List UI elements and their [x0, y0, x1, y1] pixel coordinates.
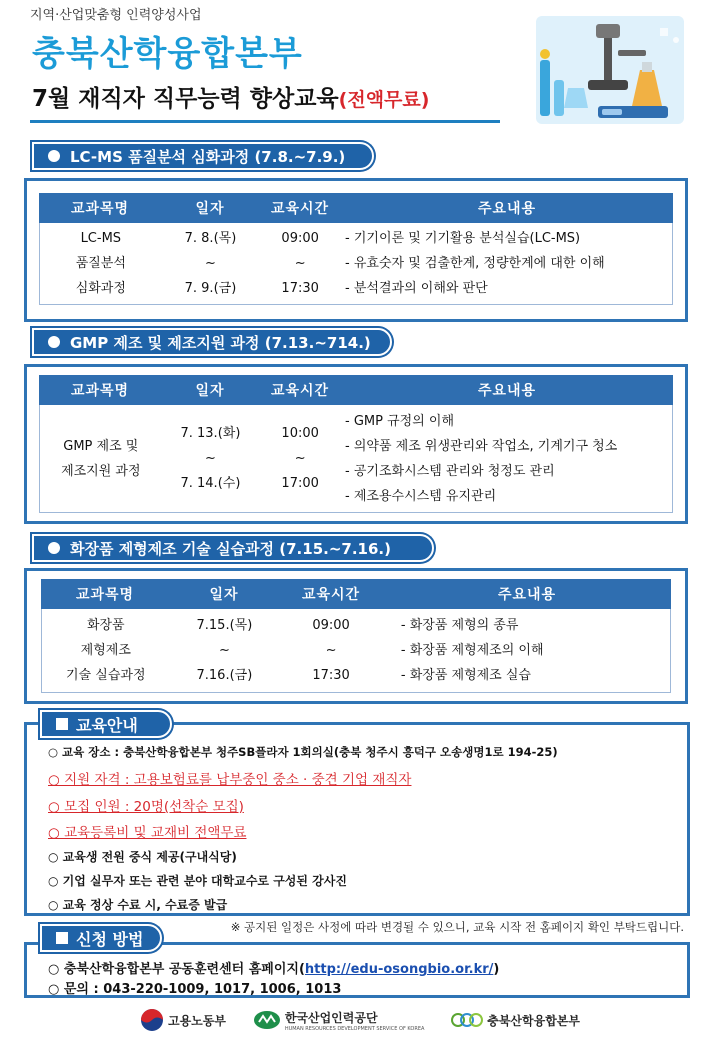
section-gmp-title-text: GMP 제조 및 제조지원 과정 (7.13.~714.) [70, 333, 371, 352]
title-divider [30, 120, 500, 123]
header-content: 주요내용 [477, 383, 537, 399]
header-time: 교육시간 [301, 587, 361, 603]
course-dates: 7. 13.(화) ~ 7. 14.(수) [180, 426, 241, 491]
bullet-icon [48, 336, 60, 348]
header-content: 주요내용 [477, 201, 537, 217]
header-subject: 교과목명 [70, 201, 130, 217]
info-title-text: 교육안내 [76, 715, 138, 735]
header-date: 일자 [195, 201, 225, 217]
table-row [39, 405, 673, 513]
program-label: 지역·산업맞춤형 인력양성사업 [30, 8, 202, 23]
free-tag: (전액무료) [338, 89, 430, 111]
section-lcms-title-text: LC-MS 품질분석 심화과정 (7.8.~7.9.) [70, 147, 346, 166]
header-subject: 교과목명 [70, 383, 130, 399]
bullet-icon [48, 150, 60, 162]
square-bullet-icon [56, 932, 68, 944]
hrdkorea-emblem-icon [253, 1010, 281, 1030]
apply-homepage-text: ○ 충북산학융합본부 공동훈련센터 홈페이지( [48, 962, 305, 977]
info-title [40, 710, 172, 738]
info-free: ○ 교육등록비 및 교재비 전액무료 [48, 825, 247, 841]
course-time: 10:00 ~ 17:00 [281, 426, 319, 491]
org-title: 충북산학융합본부 [32, 34, 303, 74]
header-time: 교육시간 [270, 201, 330, 217]
course-lcms-card [24, 178, 688, 322]
course-time: 09:00 ~ 17:30 [281, 231, 319, 296]
course-gmp-card [24, 364, 688, 524]
footer-logos [140, 1005, 580, 1035]
section-lcms-title [32, 142, 374, 170]
moel-emblem-icon [140, 1008, 164, 1032]
schedule-note: ※ 공지된 일정은 사정에 따라 변경될 수 있으니, 교육 시작 전 홈페이지 확인 부탁드립니다. [230, 920, 684, 934]
section-cosmetic-title-text: 화장품 제형제조 기술 실습과정 (7.15.~7.16.) [70, 539, 391, 558]
course-time: 09:00 ~ 17:30 [312, 618, 350, 683]
cbis-emblem-icon [451, 1010, 483, 1030]
moel-logo: 고용노동부 [140, 1008, 226, 1032]
table-header [39, 193, 673, 223]
square-bullet-icon [56, 718, 68, 730]
course-contents: - 기기이론 및 기기활용 분석실습(LC-MS) - 유효숫자 및 검출한계, 정량한계에 대한 이해 - 분석결과의 이해와 판단 [345, 231, 605, 296]
info-lunch: ○ 교육생 전원 중식 제공(구내식당) [48, 850, 237, 864]
lab-equipment-illustration [528, 10, 688, 126]
apply-contact: ○ 문의 : 043-220-1009, 1017, 1006, 1013 [48, 982, 342, 997]
info-capacity: ○ 모집 인원 : 20명(선착순 모집) [48, 799, 244, 815]
section-cosmetic-title [32, 534, 434, 562]
hrdkorea-logo: 한국산업인력공단 HUMAN RESOURCES DEVELOPMENT SERVICE OF KOREA [253, 1009, 425, 1032]
course-name: 화장품 제형제조 기술 실습과정 [66, 618, 146, 683]
bullet-icon [48, 542, 60, 554]
info-location: ○ 교육 장소 : 충북산학융합본부 청주SB플라자 1회의실(충북 청주시 흥덕구 오송생명1로 194-25) [48, 745, 558, 759]
table-row [39, 223, 673, 305]
table-row [41, 609, 671, 693]
course-contents: - 화장품 제형의 종류 - 화장품 제형제조의 이해 - 화장품 제형제조 실습 [400, 618, 544, 683]
course-cosmetic-card [24, 568, 688, 704]
course-dates: 7.15.(목) ~ 7.16.(금) [196, 618, 253, 683]
header-subject: 교과목명 [75, 587, 135, 603]
apply-title-text: 신청 방법 [76, 929, 144, 949]
course-title [32, 80, 429, 113]
info-instructors: ○ 기업 실무자 또는 관련 분야 대학교수로 구성된 강사진 [48, 874, 347, 888]
info-certificate: ○ 교육 정상 수료 시, 수료증 발급 [48, 898, 228, 912]
homepage-link[interactable]: http://edu-osongbio.or.kr/ [304, 962, 494, 977]
course-name: GMP 제조 및 제조지원 과정 [61, 438, 141, 479]
table-header [41, 579, 671, 609]
section-gmp-title [32, 328, 392, 356]
header-date: 일자 [209, 587, 239, 603]
course-name: LC-MS 품질분석 심화과정 [75, 231, 126, 296]
apply-title [40, 924, 162, 952]
cbis-logo: 충북산학융합본부 [451, 1010, 580, 1030]
header-content: 주요내용 [497, 587, 557, 603]
info-eligibility: ○ 지원 자격 : 고용보험료를 납부중인 중소 · 중견 기업 재직자 [48, 772, 412, 788]
course-dates: 7. 8.(목) ~ 7. 9.(금) [184, 231, 237, 296]
course-contents: - GMP 규정의 이해 - 의약품 제조 위생관리와 작업소, 기계기구 청소 - 공기조화시스템 관리와 청정도 관리 - 제조용수시스템 유지관리 [345, 413, 618, 504]
table-header [39, 375, 673, 405]
apply-homepage: ○ 충북산학융합본부 공동훈련센터 홈페이지(http://edu-osongbio.or.kr/) [48, 962, 500, 977]
header-date: 일자 [195, 383, 225, 399]
course-title-text: 7월 재직자 직무능력 향상교육 [32, 86, 339, 112]
header-time: 교육시간 [270, 383, 330, 399]
